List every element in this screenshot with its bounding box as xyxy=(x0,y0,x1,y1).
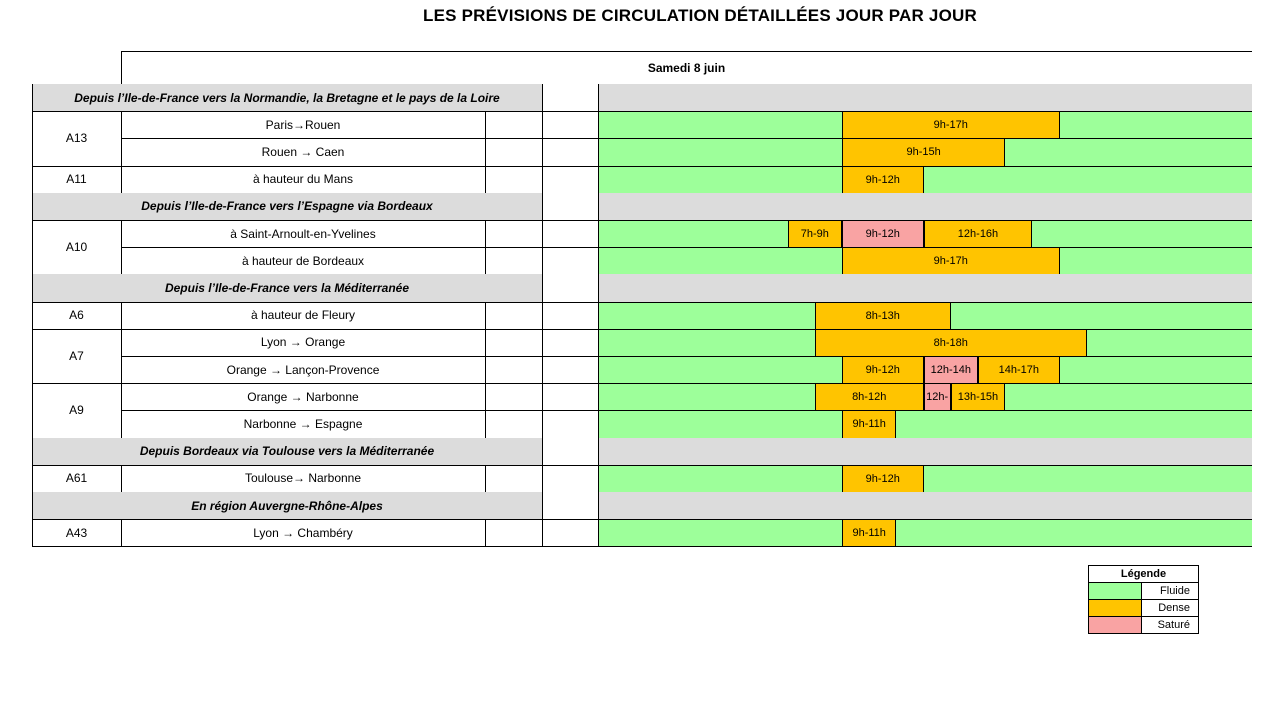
legend-swatch-dense xyxy=(1089,600,1142,616)
grid-line xyxy=(32,166,33,193)
traffic-bar-dense: 12h-16h xyxy=(924,221,1033,247)
road-label: A11 xyxy=(66,172,87,187)
road-label: A43 xyxy=(65,525,88,540)
traffic-bar-dense: 9h-11h xyxy=(842,520,896,546)
grid-line xyxy=(542,166,543,193)
legend xyxy=(1088,565,1199,634)
fluide-band xyxy=(599,520,1252,546)
road-label: A7 xyxy=(69,348,84,363)
grid-line xyxy=(542,519,543,546)
fluide-band xyxy=(599,167,1252,193)
grid-line xyxy=(542,329,543,356)
legend-row-fluide xyxy=(1089,583,1198,599)
grid-line xyxy=(485,383,486,410)
grid-line xyxy=(485,247,486,274)
traffic-bar-dense: 13h-15h xyxy=(951,384,1005,410)
segment-label: Toulouse→ Narbonne xyxy=(244,471,362,486)
grid-line xyxy=(485,220,486,247)
grid-line xyxy=(542,302,543,329)
segment-label: Paris→Rouen xyxy=(265,117,341,132)
segment-label: Orange → Lançon-Provence xyxy=(226,362,380,377)
traffic-bar-dense: 9h-12h xyxy=(842,167,924,193)
grid-line xyxy=(485,111,486,138)
grid-line xyxy=(32,546,1252,547)
traffic-bar-dense: 8h-13h xyxy=(815,303,951,329)
traffic-bar-sature: 12h-14h xyxy=(924,357,978,383)
traffic-bar-dense: 8h-12h xyxy=(815,384,924,410)
grid-line xyxy=(598,438,599,465)
section-header: Depuis l’Ile-de-France vers la Méditerranée xyxy=(164,280,410,295)
grid-line xyxy=(598,193,599,220)
grid-line xyxy=(598,492,599,519)
legend-row-dense xyxy=(1089,599,1198,616)
grid-line xyxy=(542,410,543,437)
grid-line xyxy=(485,329,486,356)
grid-line xyxy=(542,247,543,274)
legend-swatch-sature xyxy=(1089,617,1142,633)
grid-line xyxy=(485,166,486,193)
grid-line xyxy=(542,193,543,220)
segment-label: Narbonne → Espagne xyxy=(243,416,363,431)
grid-line xyxy=(32,465,33,492)
traffic-bar-dense: 8h-18h xyxy=(815,330,1087,356)
road-label: A13 xyxy=(65,131,88,146)
section-gap xyxy=(543,84,598,111)
legend-row-sature xyxy=(1089,616,1198,633)
section-gap xyxy=(543,193,598,220)
grid-line xyxy=(32,274,33,301)
day-header: Samedi 8 juin xyxy=(647,60,726,75)
legend-label-sature: Saturé xyxy=(1157,619,1190,631)
traffic-bar-sature: 12h- xyxy=(924,384,951,410)
segment-label: Lyon → Orange xyxy=(260,335,346,350)
grid-line xyxy=(32,329,33,383)
grid-line xyxy=(598,274,599,301)
page-title: LES PRÉVISIONS DE CIRCULATION DÉTAILLÉES JOUR PAR JOUR xyxy=(423,6,977,25)
grid-line xyxy=(32,302,33,329)
road-label: A9 xyxy=(69,403,84,418)
traffic-bar-dense: 9h-15h xyxy=(842,139,1005,165)
traffic-bar-dense: 9h-17h xyxy=(842,248,1060,274)
grid-line xyxy=(542,111,543,138)
grid-line xyxy=(32,438,33,465)
traffic-bar-dense: 7h-9h xyxy=(788,221,842,247)
legend-label-dense: Dense xyxy=(1158,602,1190,614)
grid-line xyxy=(32,220,33,274)
section-header: Depuis Bordeaux via Toulouse vers la Méditerranée xyxy=(139,444,435,459)
segment-label: à hauteur du Mans xyxy=(252,172,354,187)
grid-line xyxy=(32,84,33,111)
traffic-bar-dense: 9h-12h xyxy=(842,466,924,492)
grid-line xyxy=(542,492,543,519)
grid-line xyxy=(542,383,543,410)
section-header: En région Auvergne-Rhône-Alpes xyxy=(191,498,383,513)
segment-label: Lyon → Chambéry xyxy=(253,525,353,540)
legend-swatch-fluide xyxy=(1089,583,1142,599)
grid-line xyxy=(32,383,33,437)
grid-line xyxy=(542,84,543,111)
legend-title: Légende xyxy=(1089,566,1198,583)
grid-line xyxy=(542,438,543,465)
segment-label: à Saint-Arnoult-en-Yvelines xyxy=(230,226,376,241)
section-gap xyxy=(543,438,598,465)
traffic-bar-sature: 9h-12h xyxy=(842,221,924,247)
fluide-band xyxy=(599,411,1252,437)
grid-line xyxy=(542,138,543,165)
grid-line xyxy=(485,356,486,383)
grid-line xyxy=(32,111,33,165)
grid-line xyxy=(598,84,599,111)
legend-label-fluide: Fluide xyxy=(1160,585,1190,597)
segment-label: Rouen → Caen xyxy=(261,144,345,159)
grid-line xyxy=(32,519,33,546)
road-label: A61 xyxy=(65,471,88,486)
fluide-band xyxy=(599,466,1252,492)
grid-line xyxy=(542,465,543,492)
traffic-bar-dense: 9h-12h xyxy=(842,357,924,383)
grid-line xyxy=(32,193,33,220)
segment-label: à hauteur de Fleury xyxy=(250,308,356,323)
segment-label: Orange → Narbonne xyxy=(247,389,359,404)
grid-line xyxy=(485,465,486,492)
grid-line xyxy=(542,220,543,247)
road-label: A10 xyxy=(65,240,88,255)
grid-line xyxy=(485,138,486,165)
grid-line xyxy=(32,492,33,519)
section-header: Depuis l’Ile-de-France vers la Normandie, la Bretagne et le pays de la Loire xyxy=(74,90,500,105)
grid-line xyxy=(485,519,486,546)
grid-line xyxy=(542,274,543,301)
traffic-bar-dense: 14h-17h xyxy=(978,357,1060,383)
road-label: A6 xyxy=(69,308,84,323)
section-header: Depuis l’Ile-de-France vers l’Espagne via Bordeaux xyxy=(141,199,433,214)
grid-line xyxy=(485,410,486,437)
segment-label: à hauteur de Bordeaux xyxy=(241,253,365,268)
grid-line xyxy=(485,302,486,329)
section-gap xyxy=(543,274,598,301)
traffic-bar-dense: 9h-11h xyxy=(842,411,896,437)
traffic-bar-dense: 9h-17h xyxy=(842,112,1060,138)
grid-line xyxy=(542,356,543,383)
section-gap xyxy=(543,492,598,519)
